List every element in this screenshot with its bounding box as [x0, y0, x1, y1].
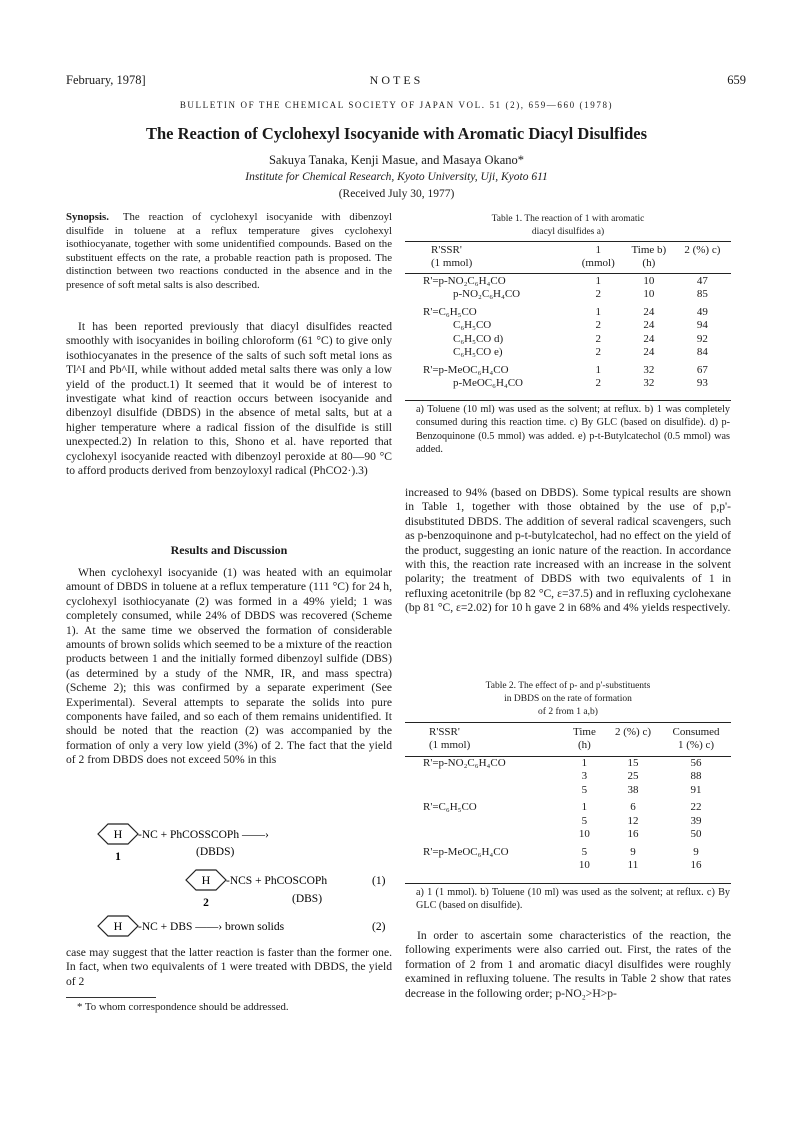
table2-subheader-row [405, 739, 731, 753]
ring-label: H [113, 827, 123, 841]
table2-header-cell [605, 739, 661, 753]
table-cell: 1 [581, 756, 588, 769]
table-cell: C₆H₅CO e) [453, 346, 503, 359]
table-cell: R'=p-NO₂C₆H₄CO [423, 756, 506, 769]
table1-caption-line1: Table 1. The reaction of 1 with aromatic [491, 214, 645, 224]
institution: Institute for Chemical Research, Kyoto University, Uji, Kyoto 611 [245, 171, 548, 183]
table-row [405, 828, 731, 842]
table1 [405, 243, 731, 390]
cyclohexyl-ring-1 [98, 824, 138, 844]
table-cell: R'=C₆H₅CO [423, 305, 477, 318]
paragraph-intro: It has been reported previously that diacyl disulfides reacted smoothly with isocyanides in boiling chloroform (61 °C) to give only isothiocyanates in the presence of the salts of such soft metal ions as Tl^I and Pb^II, while without added metal salts there was only a low yield of the product.1) It seemed that it would be of interest to investigate what kind of reaction occurs between isocyanide and dibenzoyl disulfide (DBDS) in the absence of metal salts, but at a higher temperature where a radical fission of the disulfide is still unexpected.2) In relation to this, Shono et al. have reported that cyclohexyl isocyanide reacted with dibenzoyl peroxide at 80—90 °C to afford products derived from benzoyloxyl radical (PhCO2·).3) [66, 320, 392, 478]
table-cell: C₆H₅CO [453, 319, 492, 332]
table-cell: 16 [690, 859, 702, 872]
table-cell: 47 [696, 274, 708, 287]
table-row [405, 301, 731, 319]
author-list: Sakuya Tanaka, Kenji Masue, and Masaya Okano* [268, 153, 525, 167]
table2-header-cell: 2 (%) c) [614, 725, 651, 738]
cyclohexyl-ring-2 [186, 870, 226, 890]
table-cell: 38 [627, 783, 639, 796]
table-cell: 1 [595, 305, 601, 318]
table-cell: 10 [643, 274, 655, 287]
table-cell: 24 [643, 319, 655, 332]
table-cell: 24 [643, 305, 655, 318]
synopsis-text: The reaction of cyclohexyl isocyanide with dibenzoyl disulfide in toluene at a reflux temperature gives cyclohexyl isothiocyanate, together with some unidentified compounds. Based on the substituent effects on the rate, a probable reaction path is proposed. The distinction between two reactions conducted in the absence and in the presence of soft metal salts is also described. [66, 211, 392, 291]
table-row [405, 288, 731, 302]
table1-subheader-row [405, 257, 731, 271]
dbds-label: (DBDS) [196, 846, 235, 858]
table-cell: 50 [690, 828, 702, 841]
table-row [405, 814, 731, 828]
table-cell: R'=p-NO₂C₆H₄CO [423, 274, 506, 287]
reaction-1-reactants: -NC + PhCOSSCOPh ——› [138, 829, 269, 841]
table-cell: C₆H₅CO d) [453, 332, 504, 345]
table-row [405, 274, 731, 288]
table2-header-cell: Consumed [672, 725, 720, 738]
table1-header-cell: R'SSR' [431, 243, 462, 256]
paragraph-scheme-followup: case may suggest that the latter reaction is faster than the former one. In fact, when two equivalents of 1 were treated with DBDS, the yield of 2 [66, 946, 392, 988]
table-row [405, 346, 731, 360]
table2-header-rule [405, 756, 731, 757]
table-row [405, 332, 731, 346]
table-cell: 12 [627, 814, 639, 827]
table-cell: 56 [690, 756, 702, 769]
page-number: 659 [727, 73, 746, 87]
table-row [405, 359, 731, 377]
table-cell: 6 [630, 801, 636, 814]
table-cell [405, 814, 564, 828]
table-row [405, 797, 731, 815]
table-cell: 49 [696, 305, 708, 318]
table1-header-rule [405, 273, 731, 274]
table1-header-cell: (mmol) [581, 257, 615, 270]
article-title: The Reaction of Cyclohexyl Isocyanide with Aromatic Diacyl Disulfides [145, 124, 648, 143]
footnote: * To whom correspondence should be addressed. [77, 1001, 289, 1013]
table-cell: R'=C₆H₅CO [423, 801, 477, 814]
table2-header-cell: 1 (%) c) [678, 739, 715, 752]
table-cell: 10 [578, 828, 590, 841]
table2-header-cell: (1 mmol) [429, 739, 471, 752]
table-cell: 2 [595, 346, 601, 359]
table1-header-cell: (1 mmol) [431, 257, 473, 270]
table-cell: 32 [643, 363, 655, 376]
table2-header-cell: Time [573, 725, 596, 738]
table-cell [405, 828, 564, 842]
table-cell: 10 [578, 859, 590, 872]
paragraph-rate-study: In order to ascertain some characteristics of the reaction, the following experiments were also carried out. First, the rates of the formation of 2 from 1 and aromatic diacyl disulfides were roughly examined in refluxing toluene. The results in Table 2 show that rates decrease in the following order; p-NO₂>H>p- [405, 929, 731, 1000]
paragraph-table1-discussion: increased to 94% (based on DBDS). Some typical results are shown in Table 1, together with those obtained by the use of p,p'-disubstituted DBDS. The addition of several radical scavengers, such as p-benzoquinone and p-t-butylcatechol, had no effect on the yield of the product, suggesting an ionic nature of the reaction. In accordance with this, the reaction rate increased with an increase in the solvent polarity; the treatment of DBDS with two equivalents of 1 in refluxing acetonitrile (bp 82 °C, ε=37.5) and in refluxing cyclohexane (bp 81 °C, ε=2.02) for 10 h gave 2 in 68% and 4% yields respectively. [405, 486, 731, 615]
running-header-date: February, 1978] [66, 73, 146, 87]
table-cell: 15 [627, 756, 639, 769]
table-row [405, 756, 731, 770]
journal-citation: BULLETIN OF THE CHEMICAL SOCIETY OF JAPAN VOL. 51 (2), 659—660 (1978) [179, 100, 614, 110]
table-cell: 11 [627, 859, 639, 872]
cyclohexyl-ring-3 [98, 916, 138, 936]
table2-footnotes: a) 1 (1 mmol). b) Toluene (10 ml) was used as the solvent; at reflux. c) By GLC (based on disulfide). [416, 887, 730, 912]
table-cell: 2 [595, 319, 601, 332]
table-row [405, 859, 731, 873]
table2-header-cell: (h) [578, 739, 591, 752]
table-cell: 2 [595, 288, 601, 301]
table-cell [405, 770, 564, 784]
table-cell: R'=p-MeOC₆H₄CO [423, 363, 509, 376]
table-cell [405, 859, 564, 873]
table-cell: 10 [643, 288, 655, 301]
reaction-1-products: -NCS + PhCOSCOPh [226, 875, 328, 887]
dbs-label: (DBS) [292, 893, 323, 905]
table1-header-cell: (h) [642, 257, 656, 270]
equation-2-number: (2) [372, 921, 386, 933]
table-cell: 5 [581, 783, 588, 796]
table-cell: 24 [643, 346, 655, 359]
table1-footnotes: a) Toluene (10 ml) was used as the solvent; at reflux. b) 1 was completely consumed during this reaction time. c) By GLC (based on disulfide). d) p-Benzoquinone (0.5 mmol) was added. e) p-t-Butylcatechol (0.5 mmol) was added. [416, 404, 730, 455]
paragraph-results: When cyclohexyl isocyanide (1) was heated with an equimolar amount of DBDS in toluene at a reflux temperature (111 °C) for 24 h, cyclohexyl isothiocyanate (2) was formed in a 49% yield; 1 was completely consumed, while 24% of DBDS was recovered (Scheme 1). At the same time we observed the formation of considerable amounts of brown solids which seemed to be a mixture of the reaction products between 1 and the initially formed dibenzoyl sulfide (DBS) (as determined by a study of the NMR, IR, and mass spectra) (Scheme 2); this was confirmed by a separate experiment (See Experimental). Several attempts to separate the solids into pure components have failed, and so each of them remains unidentified. It should be noted that the reaction (2) was accompanied by the formation of only a very low yield (3%) of 2. The fact that the yield of 2 from DBDS does not exceed 50% in this [66, 566, 392, 767]
table-cell: 2 [595, 377, 601, 390]
table2 [405, 725, 731, 872]
table-row [405, 377, 731, 391]
table-cell: 84 [696, 346, 708, 359]
table-cell: p-NO₂C₆H₄CO [453, 288, 521, 301]
table-row [405, 319, 731, 333]
table2-caption [405, 680, 731, 719]
table-cell: 5 [581, 845, 588, 858]
table-cell: 5 [581, 814, 588, 827]
table1-caption-line2: diacyl disulfides a) [531, 227, 605, 237]
table-cell: 9 [630, 845, 636, 858]
table-cell: 39 [690, 814, 702, 827]
table-cell: 25 [627, 770, 639, 783]
footnote-rule [66, 997, 156, 998]
table-cell: 1 [581, 801, 588, 814]
reaction-2: -NC + DBS ——› brown solids [138, 921, 285, 933]
table-cell: 94 [696, 319, 708, 332]
table-cell: 24 [643, 332, 655, 345]
table-cell: 1 [595, 274, 601, 287]
table2-header-row [405, 725, 731, 739]
table-row [405, 841, 731, 859]
ring-label: H [201, 873, 211, 887]
table1-header-cell: Time b) [631, 243, 667, 256]
table-cell: 2 [595, 332, 601, 345]
table-cell: 3 [581, 770, 588, 783]
compound-1-label: 1 [115, 851, 121, 863]
table1-top-rule [405, 241, 731, 242]
table2-caption-line2: in DBDS on the rate of formation [504, 694, 632, 704]
table1-header-cell [674, 257, 731, 271]
table-cell: 9 [693, 845, 699, 858]
table1-header-row [405, 243, 731, 257]
synopsis [66, 211, 392, 293]
running-header-section: NOTES [369, 73, 424, 87]
table2-top-rule [405, 722, 731, 723]
table-row [405, 770, 731, 784]
table-cell: 91 [690, 783, 702, 796]
table-cell: 16 [627, 828, 639, 841]
table2-caption-line1: Table 2. The effect of p- and p'-substituents [485, 681, 651, 691]
table-cell: 32 [643, 377, 655, 390]
table1-caption [405, 213, 731, 239]
ring-label: H [113, 919, 123, 933]
reaction-scheme [66, 822, 392, 946]
table-cell: 93 [696, 377, 708, 390]
table2-caption-line3: of 2 from 1 a,b) [538, 707, 598, 717]
table-cell: 92 [696, 332, 708, 345]
synopsis-label: Synopsis. [66, 211, 109, 223]
compound-2-label: 2 [203, 897, 209, 909]
table-row [405, 783, 731, 797]
table2-header-cell: R'SSR' [429, 725, 460, 738]
table-cell: 88 [690, 770, 702, 783]
table-cell: p-MeOC₆H₄CO [453, 377, 524, 390]
table-cell: 22 [690, 801, 702, 814]
table1-header-cell: 1 [595, 243, 601, 256]
equation-1-number: (1) [372, 875, 386, 887]
table-cell: 67 [696, 363, 708, 376]
table2-bottom-rule [405, 883, 731, 884]
table-cell: R'=p-MeOC₆H₄CO [423, 845, 509, 858]
section-heading: Results and Discussion [170, 543, 288, 557]
received-date: (Received July 30, 1977) [338, 188, 455, 200]
table-cell [405, 783, 564, 797]
table-cell: 85 [696, 288, 708, 301]
table1-header-cell: 2 (%) c) [684, 243, 721, 256]
table1-bottom-rule [405, 400, 731, 401]
table-cell: 1 [595, 363, 601, 376]
